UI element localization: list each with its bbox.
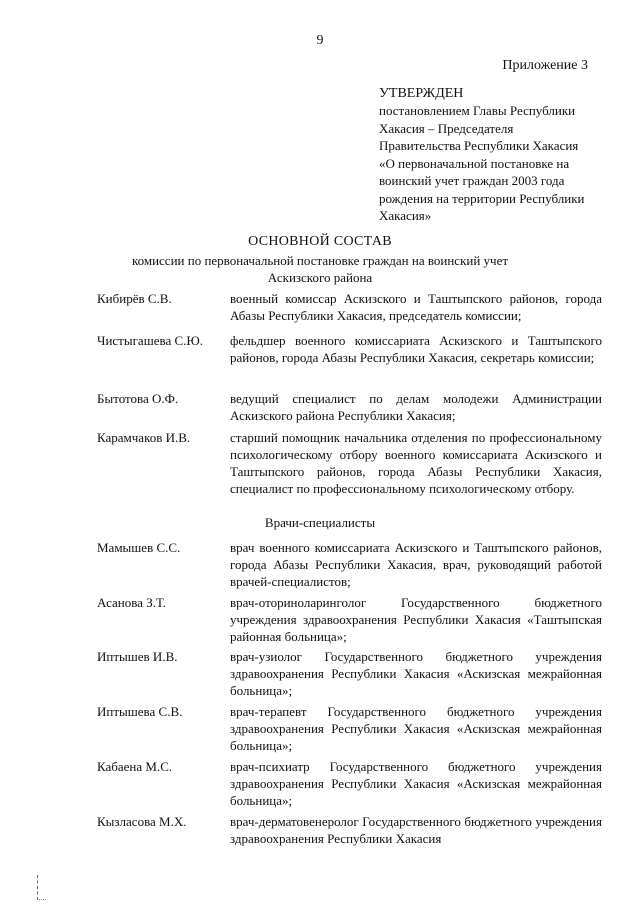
page-number: 9 [316,33,324,48]
member-name: Кибирёв С.В. [97,291,172,306]
doctor-role: врач-дерматовенеролог Государственного бюджетного учреждения здравоохранения Республики Хакасия [230,814,602,846]
scan-margin-mark [37,875,46,900]
doctor-role: врач-оториноларинголог Государственного бюджетного учреждения здравоохранения Республики Хакасия «Таштыпская районная больница»; [230,595,602,644]
approval-line: рождения на территории Республики [379,190,585,206]
doctor-name: Кабаена М.С. [97,759,173,774]
member-role: фельдшер военного комиссариата Аскизского и Таштыпского районов, города Абазы Республики Хакасия, секретарь комиссии; [230,333,602,365]
member-name: Карамчаков И.В. [97,430,191,445]
doctor-name: Мамышев С.С. [97,540,181,555]
doctor-role: врач-терапевт Государственного бюджетного учреждения здравоохранения Республики Хакасия «Аскизская межрайонная больница»; [230,704,602,753]
document-subtitle [0,252,640,286]
doctor-name: Кызласова М.Х. [97,814,187,829]
approval-line: воинский учет граждан 2003 года [379,173,565,188]
subtitle-line: Аскизского района [267,270,373,285]
doctor-name: Асанова З.Т. [97,595,166,610]
approval-line: Правительства Республики Хакасия [379,138,579,153]
member-name: Чистыгашева С.Ю. [97,333,203,348]
doctor-role: врач-психиатр Государственного бюджетного учреждения здравоохранения Республики Хакасия «Аскизская межрайонная больница»; [230,759,602,808]
document-title: ОСНОВНОЙ СОСТАВ [248,234,392,249]
member-role: ведущий специалист по делам молодежи Администрации Аскизского района Республики Хакасия; [230,391,602,423]
member-role: старший помощник начальника отделения по профессиональному психологическому отбору военного комиссариата Аскизского и Таштыпского районов, города Абазы Республики Хакасия, специалист по профессиональному психологическому отбору. [230,430,602,496]
appendix-label: Приложение 3 [502,58,588,73]
doctor-name: Иптышев И.В. [97,649,178,664]
approval-line: Хакасия» [379,208,432,223]
member-role: военный комиссар Аскизского и Таштыпского районов, города Абазы Республики Хакасия, председатель комиссии; [230,291,602,323]
doctor-role: врач военного комиссариата Аскизского и Таштыпского районов, города Абазы Республики Хакасия, врач, руководящий работой врачей-специалистов; [230,540,602,589]
doctor-name: Иптышева С.В. [97,704,183,719]
member-name: Бытотова О.Ф. [97,391,179,406]
section-heading: Врачи-специалисты [264,515,376,530]
approval-line: «О первоначальной постановке на [379,155,570,171]
approval-heading: УТВЕРЖДЕН [379,86,464,101]
subtitle-line: комиссии по первоначальной постановке граждан на воинский учет [131,253,509,268]
doctor-role: врач-узиолог Государственного бюджетного учреждения здравоохранения Республики Хакасия «Аскизская межрайонная больница»; [230,649,602,698]
approval-block [379,86,609,225]
approval-line: постановлением Главы Республики [379,103,576,118]
approval-line: Хакасия – Председателя [379,120,514,136]
